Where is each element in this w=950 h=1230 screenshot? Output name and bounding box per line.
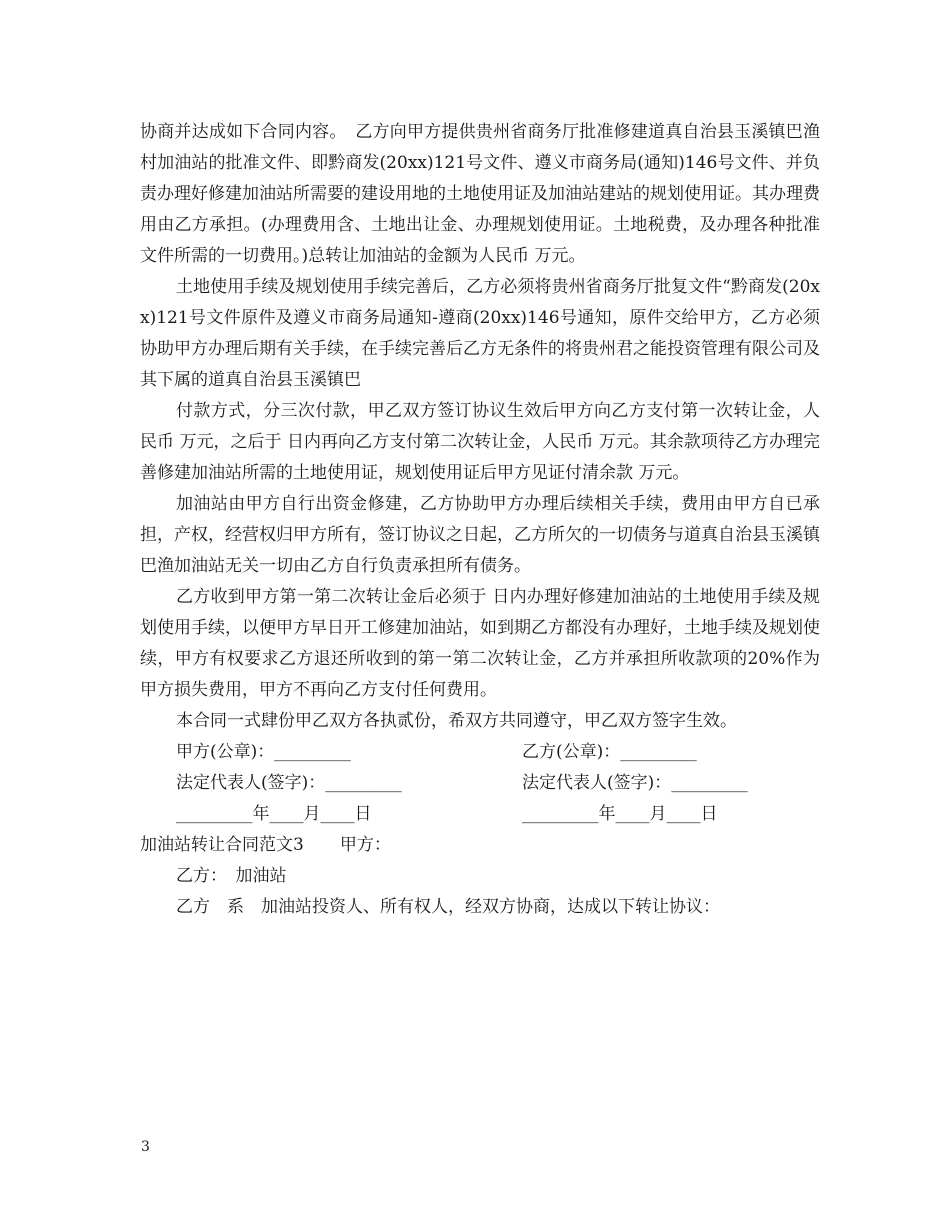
signature-row-seal — [140, 737, 820, 768]
party-b-date: _________年____月____日 — [522, 804, 718, 824]
party-b-seal: 乙方(公章)：_________ — [522, 742, 697, 762]
section-heading — [140, 830, 820, 861]
section-party-b: 乙方： 加油站 — [176, 866, 287, 886]
paragraph-transfer-deadline: 乙方收到甲方第一第二次转让金后必须于 日内办理好修建加油站的土地使用手续及规划使用手续，以便甲方早日开工修建加油站，如到期乙方都没有办理好，土地手续及规划使续，甲方有权要求乙方退还所收到的第一第二次转让金，乙方并承担所收款项的20%作为甲方损失费用，甲方不再向乙方支付任何费用。 — [140, 587, 820, 700]
page-number: 3 — [141, 1139, 150, 1155]
party-a-seal: 甲方(公章)：_________ — [176, 742, 351, 762]
paragraph-copies: 本合同一式肆份甲乙双方各执贰份，希双方共同遵守，甲乙双方签字生效。 — [176, 711, 737, 731]
paragraph-land-procedures: 土地使用手续及规划使用手续完善后，乙方必须将贵州省商务厅批复文件“黔商发(20xx)121号文件原件及遵义市商务局通知-遵商(20xx)146号通知，原件交给甲方，乙方必须协助甲方办理后期有关手续，在手续完善后乙方无条件的将贵州君之能投资管理有限公司及其下属的道真自治县玉溪镇巴 — [140, 277, 820, 390]
paragraph-payment-method: 付款方式，分三次付款，甲乙双方签订协议生效后甲方向乙方支付第一次转让金，人民币 万元，之后于 日内再向乙方支付第二次转让金，人民币 万元。其余款项待乙方办理完善修建加油站所需的土地使用证，规划使用证后甲方见证付清余款 万元。 — [140, 401, 820, 483]
signature-row-date — [140, 799, 820, 830]
signature-row-representative — [140, 768, 820, 799]
document-body — [140, 117, 820, 923]
party-a-date: _________年____月____日 — [176, 804, 372, 824]
party-b-representative: 法定代表人(签字)：_________ — [522, 773, 748, 793]
section-intro: 乙方 系 加油站投资人、所有权人，经双方协商，达成以下转让协议： — [176, 897, 720, 917]
paragraph-contract-content: 协商并达成如下合同内容。 乙方向甲方提供贵州省商务厅批准修建道真自治县玉溪镇巴渔村加油站的批准文件、即黔商发(20xx)121号文件、遵义市商务局(通知)146号文件、并负责办理好修建加油站所需要的建设用地的土地使用证及加油站建站的规划使用证。其办理费用由乙方承担。(办理费用含、土地出让金、办理规划使用证。土地税费，及办理各种批准文件所需的一切费用。)总转让加油站的金额为人民币 万元。 — [140, 122, 820, 266]
party-a-representative: 法定代表人(签字)：_________ — [176, 773, 402, 793]
paragraph-construction: 加油站由甲方自行出资金修建，乙方协助甲方办理后续相关手续，费用由甲方自已承担，产权，经营权归甲方所有，签订协议之日起，乙方所欠的一切债务与道真自治县玉溪镇巴渔加油站无关一切由乙方自行负责承担所有债务。 — [140, 494, 820, 576]
section-title: 加油站转让合同范文3 — [140, 835, 304, 855]
section-party-a: 甲方： — [339, 835, 391, 855]
